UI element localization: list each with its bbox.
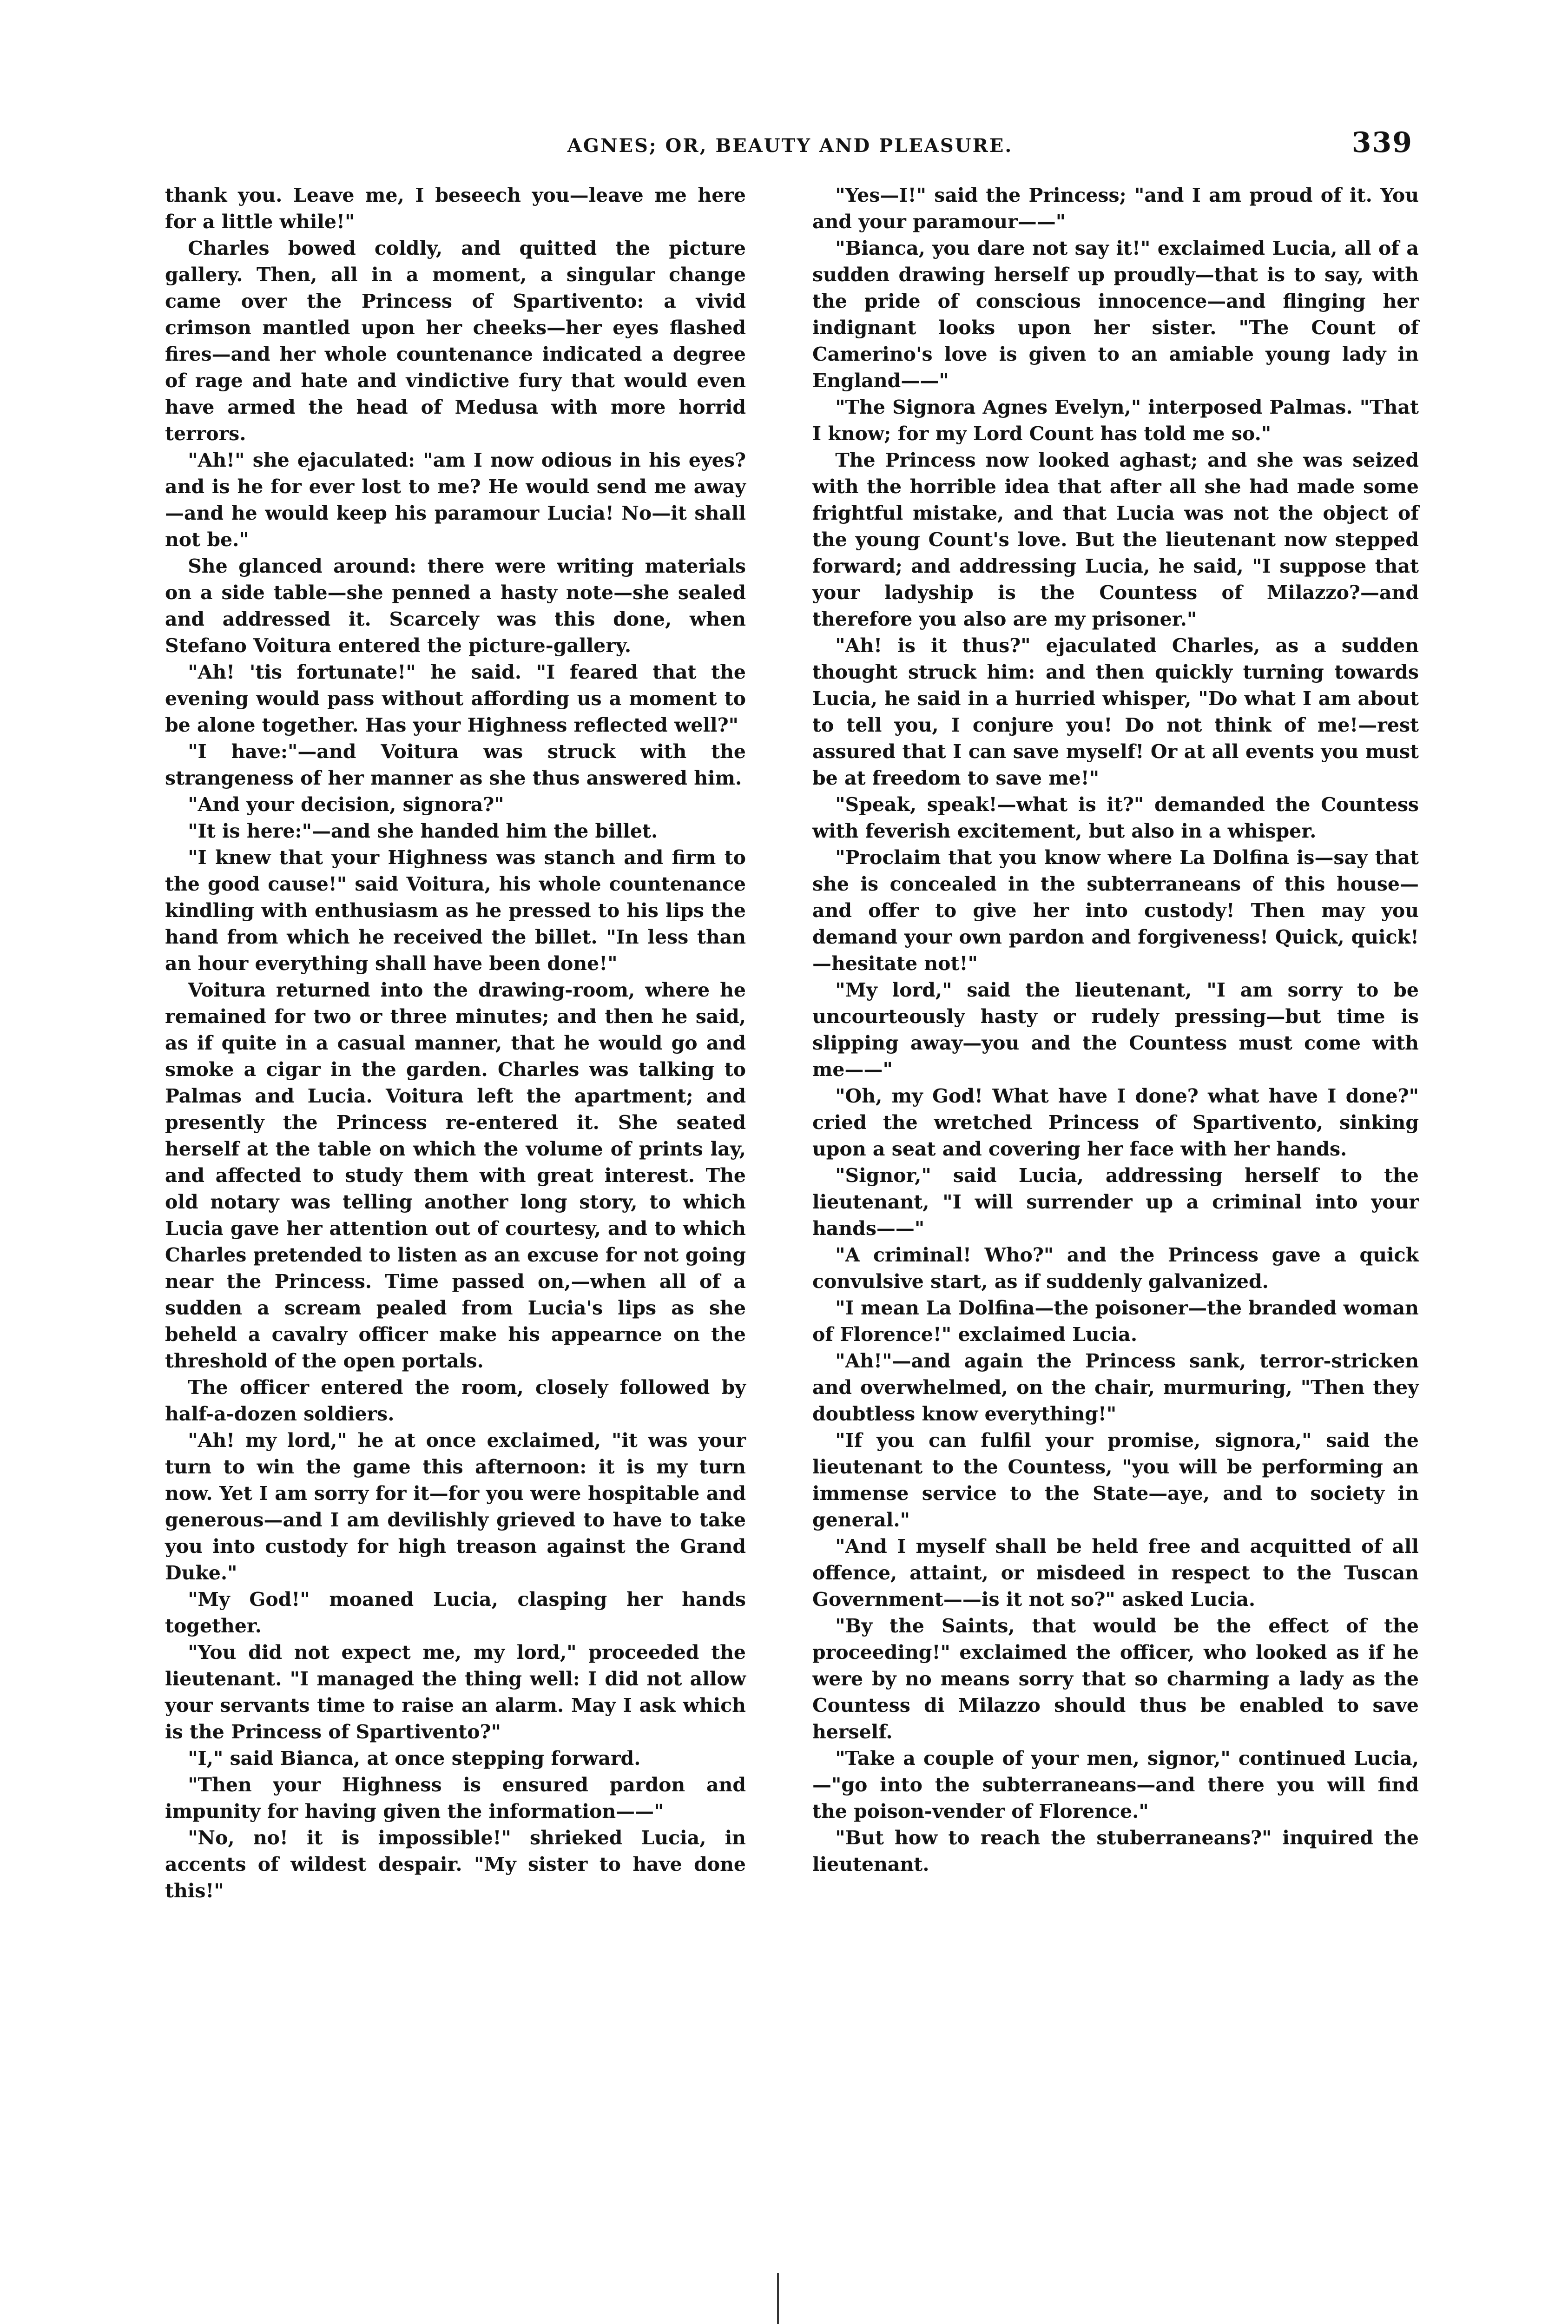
paragraph: "And your decision, signora?" — [188, 793, 504, 816]
paragraph: "Ah! 'tis fortunate!" he said. "I feared that the evening would pass without affording us a moment to be alone together. Has your Highness reflected well?" — [165, 661, 746, 736]
paragraph: "Speak, speak!—what is it?" demanded the Countess with feverish excitement, but also in a whisper. — [812, 793, 1419, 842]
paragraph: "If you can fulfil your promise, signora," said the lieutenant to the Countess, "you will be performing an immense service to the State—aye, and to society in general." — [812, 1429, 1419, 1531]
paragraph: "Take a couple of your men, signor," continued Lucia,—"go into the subterraneans—and there you will find the poison-vender of Florence." — [812, 1747, 1419, 1822]
paragraph: "And I myself shall be held free and acquitted of all offence, attaint, or misdeed in respect to the Tuscan Government——is it not so?" asked Lucia. — [812, 1535, 1419, 1611]
paragraph: "You did not expect me, my lord," proceeded the lieutenant. "I managed the thing well: I did not allow your servants time to raise an alarm. May I ask which is the Princess of Spartivento?" — [165, 1641, 746, 1743]
paragraph: "I mean La Dolfina—the poisoner—the branded woman of Florence!" exclaimed Lucia. — [812, 1297, 1419, 1346]
paragraph: "Ah!"—and again the Princess sank, terror-stricken and overwhelmed, on the chair, murmuring, "Then they doubtless know everything!" — [812, 1350, 1419, 1425]
paragraph: "But how to reach the stuberraneans?" inquired the lieutenant. — [812, 1827, 1419, 1875]
column-divider — [777, 2273, 779, 2324]
paragraph: "The Signora Agnes Evelyn," interposed Palmas. "That I know; for my Lord Count has told me so." — [812, 396, 1419, 445]
right-column — [812, 182, 1419, 1878]
paragraph: The officer entered the room, closely followed by half-a-dozen soldiers. — [165, 1376, 746, 1425]
paragraph: "I have:"—and Voitura was struck with the strangeness of her manner as she thus answered him. — [165, 740, 746, 789]
paragraph: "A criminal! Who?" and the Princess gave a quick convulsive start, as if suddenly galvanized. — [812, 1244, 1419, 1293]
paragraph: "Oh, my God! What have I done? what have I done?" cried the wretched Princess of Spartivento, sinking upon a seat and covering her face with her hands. — [812, 1085, 1419, 1160]
page-header — [163, 125, 1417, 166]
page-number: 339 — [1351, 126, 1413, 159]
paragraph: "It is here:"—and she handed him the billet. — [188, 820, 658, 842]
paragraph: "Ah! is it thus?" ejaculated Charles, as a sudden thought struck him: and then quickly turning towards Lucia, he said in a hurried whisper, "Do what I am about to tell you, I conjure you! Do not think of me!—rest assured that I can save myself! Or at all events you must be at freedom to save me!" — [812, 634, 1419, 789]
left-column — [165, 182, 746, 1904]
paragraph: "Signor," said Lucia, addressing herself to the lieutenant, "I will surrender up a criminal into your hands——" — [812, 1164, 1419, 1240]
paragraph: "By the Saints, that would be the effect of the proceeding!" exclaimed the officer, who looked as if he were by no means sorry that so charming a lady as the Countess di Milazzo should thus be enabled to save herself. — [812, 1615, 1419, 1743]
paragraph: "No, no! it is impossible!" shrieked Lucia, in accents of wildest despair. "My sister to have done this!" — [165, 1827, 746, 1902]
paragraph: Charles bowed coldly, and quitted the picture gallery. Then, all in a moment, a singular change came over the Princess of Spartivento: a vivid crimson mantled upon her cheeks—her eyes flashed fires—and her whole countenance indicated a degree of rage and hate and vindictive fury that would even have armed the head of Medusa with more horrid terrors. — [165, 237, 746, 445]
paragraph: She glanced around: there were writing materials on a side table—she penned a hasty note—she sealed and addressed it. Scarcely was this done, when Stefano Voitura entered the picture-gallery. — [165, 555, 746, 657]
paragraph: "My God!" moaned Lucia, clasping her hands together. — [165, 1588, 746, 1637]
running-title: AGNES; OR, BEAUTY AND PLEASURE. — [567, 135, 1013, 157]
paragraph: "Yes—I!" said the Princess; "and I am proud of it. You and your paramour——" — [812, 184, 1419, 233]
paragraph: "I," said Bianca, at once stepping forward. — [188, 1747, 641, 1769]
paragraph: "Then your Highness is ensured pardon and impunity for having given the information——" — [165, 1774, 746, 1822]
paragraph: thank you. Leave me, I beseech you—leave me here for a little while!" — [165, 184, 746, 233]
paragraph: "Ah! my lord," he at once exclaimed, "it was your turn to win the game this afternoon: it is my turn now. Yet I am sorry for it—for you were hospitable and generous—and I am devilishly grieved to have to take you into custody for high treason against the Grand Duke." — [165, 1429, 746, 1584]
paragraph: Voitura returned into the drawing-room, where he remained for two or three minutes; and then he said, as if quite in a casual manner, that he would go and smoke a cigar in the garden. Charles was talking to Palmas and Lucia. Voitura left the apartment; and presently the Princess re-entered it. She seated herself at the table on which the volume of prints lay, and affected to study them with great interest. The old notary was telling another long story, to which Lucia gave her attention out of courtesy, and to which Charles pretended to listen as an excuse for not going near the Princess. Time passed on,—when all of a sudden a scream pealed from Lucia's lips as she beheld a cavalry officer make his appearnce on the threshold of the open portals. — [165, 979, 746, 1372]
paragraph: "Proclaim that you know where La Dolfina is—say that she is concealed in the subterraneans of this house—and offer to give her into custody! Then may you demand your own pardon and forgiveness! Quick, quick!—hesitate not!" — [812, 846, 1419, 975]
paragraph: The Princess now looked aghast; and she was seized with the horrible idea that after all she had made some frightful mistake, and that Lucia was not the object of the young Count's love. But the lieutenant now stepped forward; and addressing Lucia, he said, "I suppose that your ladyship is the Countess of Milazzo?—and therefore you also are my prisoner." — [812, 449, 1419, 630]
paragraph: "I knew that your Highness was stanch and firm to the good cause!" said Voitura, his whole countenance kindling with enthusiasm as he pressed to his lips the hand from which he received the billet. "In less than an hour everything shall have been done!" — [165, 846, 746, 975]
paragraph: "Ah!" she ejaculated: "am I now odious in his eyes? and is he for ever lost to me? He would send me away—and he would keep his paramour Lucia! No—it shall not be." — [165, 449, 746, 551]
paragraph: "Bianca, you dare not say it!" exclaimed Lucia, all of a sudden drawing herself up proudly—that is to say, with the pride of conscious innocence—and flinging her indignant looks upon her sister. "The Count of Camerino's love is given to an amiable young lady in England——" — [812, 237, 1419, 392]
paragraph: "My lord," said the lieutenant, "I am sorry to be uncourteously hasty or rudely pressing—but time is slipping away—you and the Countess must come with me——" — [812, 979, 1419, 1081]
